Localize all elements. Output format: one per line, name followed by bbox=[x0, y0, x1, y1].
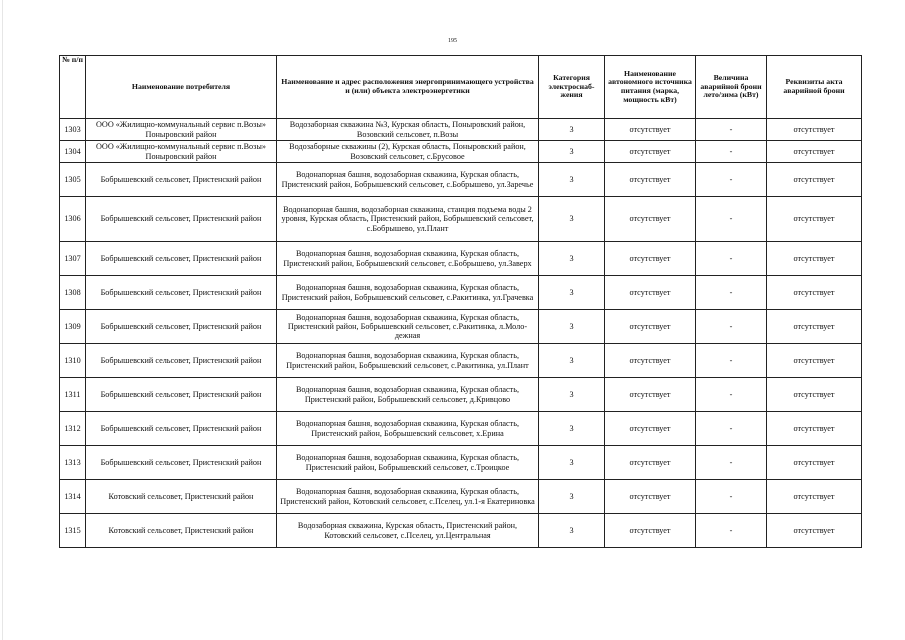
row-number: 1311 bbox=[60, 378, 86, 412]
power-source-cell: отсутствует bbox=[605, 344, 696, 378]
reserve-value-cell: - bbox=[696, 197, 767, 242]
row-number: 1315 bbox=[60, 514, 86, 548]
address-cell: Водозаборная скважина, Курская область, Пристенский район, Котовский сельсовет, с.Пселец, ул.Центральная bbox=[277, 514, 539, 548]
reserve-value-cell: - bbox=[696, 412, 767, 446]
consumer-cell: Бобрышевский сельсовет, Пристенский район bbox=[86, 197, 277, 242]
category-cell: 3 bbox=[539, 310, 605, 344]
consumer-cell: Котовский сельсовет, Пристенский район bbox=[86, 480, 277, 514]
category-cell: 3 bbox=[539, 276, 605, 310]
act-details-cell: отсутствует bbox=[767, 141, 862, 163]
address-cell: Водонапорная башня, водозаборная скважина, станция подъема воды 2 уровня, Курская область, Пристенский район, Бобрышевский сельсовет, с.Бобрышево, ул.Плант bbox=[277, 197, 539, 242]
act-details-cell: отсутствует bbox=[767, 310, 862, 344]
act-details-cell: отсутствует bbox=[767, 344, 862, 378]
category-cell: 3 bbox=[539, 242, 605, 276]
row-number: 1306 bbox=[60, 197, 86, 242]
act-details-cell: отсутствует bbox=[767, 412, 862, 446]
row-number: 1312 bbox=[60, 412, 86, 446]
reserve-value-cell: - bbox=[696, 480, 767, 514]
row-number: 1303 bbox=[60, 119, 86, 141]
table-header-row bbox=[60, 56, 862, 119]
row-number: 1310 bbox=[60, 344, 86, 378]
power-source-cell: отсутствует bbox=[605, 119, 696, 141]
consumer-cell: Бобрышевский сельсовет, Пристенский район bbox=[86, 344, 277, 378]
consumer-cell: Бобрышевский сельсовет, Пристенский район bbox=[86, 276, 277, 310]
consumer-cell: Бобрышевский сельсовет, Пристенский район bbox=[86, 310, 277, 344]
category-cell: 3 bbox=[539, 197, 605, 242]
act-details-cell: отсутствует bbox=[767, 276, 862, 310]
power-source-cell: отсутствует bbox=[605, 163, 696, 197]
reserve-value-cell: - bbox=[696, 378, 767, 412]
address-cell: Водозаборные скважины (2), Курская область, Поныровский район, Возовский сельсовет, с.Брусовое bbox=[277, 141, 539, 163]
col-header-reserve: Величина аварийной брони лето/зима (кВт) bbox=[696, 56, 767, 119]
col-header-category: Категория электроснаб-жения bbox=[539, 56, 605, 119]
power-source-cell: отсутствует bbox=[605, 141, 696, 163]
address-cell: Водонапорная башня, водозаборная скважина, Курская область, Пристенский район, Бобрышевский сельсовет, с.Ракитинка, ул.Плант bbox=[277, 344, 539, 378]
power-source-cell: отсутствует bbox=[605, 514, 696, 548]
address-cell: Водонапорная башня, водозаборная скважина, Курская область, Пристенский район, Бобрышевский сельсовет, с.Троицкое bbox=[277, 446, 539, 480]
row-number: 1307 bbox=[60, 242, 86, 276]
table-row bbox=[60, 344, 862, 378]
row-number: 1305 bbox=[60, 163, 86, 197]
address-cell: Водозаборная скважина №3, Курская область, Поныровский район, Возовский сельсовет, п.Возы bbox=[277, 119, 539, 141]
address-cell: Водонапорная башня, водозаборная скважина, Курская область, Пристенский район, Котовский сельсовет, с.Пселец, ул.1-я Екатериновка bbox=[277, 480, 539, 514]
address-cell: Водонапорная башня, водозаборная скважина, Курская область, Пристенский район, Бобрышевский сельсовет, с.Бобрышево, ул.Заречье bbox=[277, 163, 539, 197]
act-details-cell: отсутствует bbox=[767, 446, 862, 480]
category-cell: 3 bbox=[539, 378, 605, 412]
col-header-source: Наименование автономного источника питания (марка, мощность кВт) bbox=[605, 56, 696, 119]
consumer-cell: Бобрышевский сельсовет, Пристенский район bbox=[86, 242, 277, 276]
col-header-consumer: Наименование потребителя bbox=[86, 56, 277, 119]
reserve-value-cell: - bbox=[696, 344, 767, 378]
consumer-cell: Котовский сельсовет, Пристенский район bbox=[86, 514, 277, 548]
row-number: 1313 bbox=[60, 446, 86, 480]
col-header-address: Наименование и адрес расположения энергопринимающего устройства и (или) объекта электроэнергетики bbox=[277, 56, 539, 119]
reserve-value-cell: - bbox=[696, 310, 767, 344]
category-cell: 3 bbox=[539, 344, 605, 378]
category-cell: 3 bbox=[539, 480, 605, 514]
category-cell: 3 bbox=[539, 514, 605, 548]
page-number: 195 bbox=[448, 38, 457, 44]
power-source-cell: отсутствует bbox=[605, 310, 696, 344]
power-source-cell: отсутствует bbox=[605, 446, 696, 480]
table-row bbox=[60, 412, 862, 446]
row-number: 1309 bbox=[60, 310, 86, 344]
consumer-cell: Бобрышевский сельсовет, Пристенский район bbox=[86, 378, 277, 412]
reserve-value-cell: - bbox=[696, 119, 767, 141]
power-source-cell: отсутствует bbox=[605, 480, 696, 514]
col-header-act: Реквизиты акта аварийной брони bbox=[767, 56, 862, 119]
row-number: 1308 bbox=[60, 276, 86, 310]
category-cell: 3 bbox=[539, 163, 605, 197]
table-row bbox=[60, 141, 862, 163]
category-cell: 3 bbox=[539, 446, 605, 480]
act-details-cell: отсутствует bbox=[767, 163, 862, 197]
table-body bbox=[60, 119, 862, 548]
act-details-cell: отсутствует bbox=[767, 514, 862, 548]
category-cell: 3 bbox=[539, 119, 605, 141]
act-details-cell: отсутствует bbox=[767, 197, 862, 242]
act-details-cell: отсутствует bbox=[767, 480, 862, 514]
power-source-cell: отсутствует bbox=[605, 242, 696, 276]
act-details-cell: отсутствует bbox=[767, 242, 862, 276]
address-cell: Водонапорная башня, водозаборная скважина, Курская область, Пристенский район, Бобрышевский сельсовет, д.Кривцово bbox=[277, 378, 539, 412]
reserve-table bbox=[59, 55, 862, 548]
power-source-cell: отсутствует bbox=[605, 197, 696, 242]
table-row bbox=[60, 514, 862, 548]
table-row bbox=[60, 378, 862, 412]
power-source-cell: отсутствует bbox=[605, 276, 696, 310]
reserve-value-cell: - bbox=[696, 514, 767, 548]
scan-edge-line bbox=[2, 0, 3, 640]
reserve-value-cell: - bbox=[696, 242, 767, 276]
reserve-value-cell: - bbox=[696, 446, 767, 480]
table-row bbox=[60, 163, 862, 197]
address-cell: Водонапорная башня, водозаборная скважина, Курская область, Пристенский район, Бобрышевский сельсовет, с.Ракитинка, л.Молодежная bbox=[277, 310, 539, 344]
table-row bbox=[60, 242, 862, 276]
consumer-cell: ООО «Жилищно-коммунальный сервис п.Возы» Поныровский район bbox=[86, 119, 277, 141]
category-cell: 3 bbox=[539, 412, 605, 446]
consumer-cell: Бобрышевский сельсовет, Пристенский район bbox=[86, 446, 277, 480]
row-number: 1304 bbox=[60, 141, 86, 163]
power-source-cell: отсутствует bbox=[605, 412, 696, 446]
power-source-cell: отсутствует bbox=[605, 378, 696, 412]
reserve-value-cell: - bbox=[696, 141, 767, 163]
address-cell: Водонапорная башня, водозаборная скважина, Курская область, Пристенский район, Бобрышевский сельсовет, с.Ракитинка, ул.Грачевка bbox=[277, 276, 539, 310]
consumer-cell: Бобрышевский сельсовет, Пристенский район bbox=[86, 163, 277, 197]
reserve-value-cell: - bbox=[696, 163, 767, 197]
table-row bbox=[60, 119, 862, 141]
address-cell: Водонапорная башня, водозаборная скважина, Курская область, Пристенский район, Бобрышевский сельсовет, х.Ерина bbox=[277, 412, 539, 446]
act-details-cell: отсутствует bbox=[767, 378, 862, 412]
col-header-num: № п/п bbox=[60, 56, 86, 119]
table-row bbox=[60, 276, 862, 310]
row-number: 1314 bbox=[60, 480, 86, 514]
consumer-cell: Бобрышевский сельсовет, Пристенский район bbox=[86, 412, 277, 446]
table-row bbox=[60, 310, 862, 344]
table-row bbox=[60, 446, 862, 480]
table-row bbox=[60, 197, 862, 242]
act-details-cell: отсутствует bbox=[767, 119, 862, 141]
consumer-cell: ООО «Жилищно-коммунальный сервис п.Возы» Поныровский район bbox=[86, 141, 277, 163]
reserve-value-cell: - bbox=[696, 276, 767, 310]
table-row bbox=[60, 480, 862, 514]
category-cell: 3 bbox=[539, 141, 605, 163]
address-cell: Водонапорная башня, водозаборная скважина, Курская область, Пристенский район, Бобрышевский сельсовет, с.Бобрышево, ул.Заверх bbox=[277, 242, 539, 276]
